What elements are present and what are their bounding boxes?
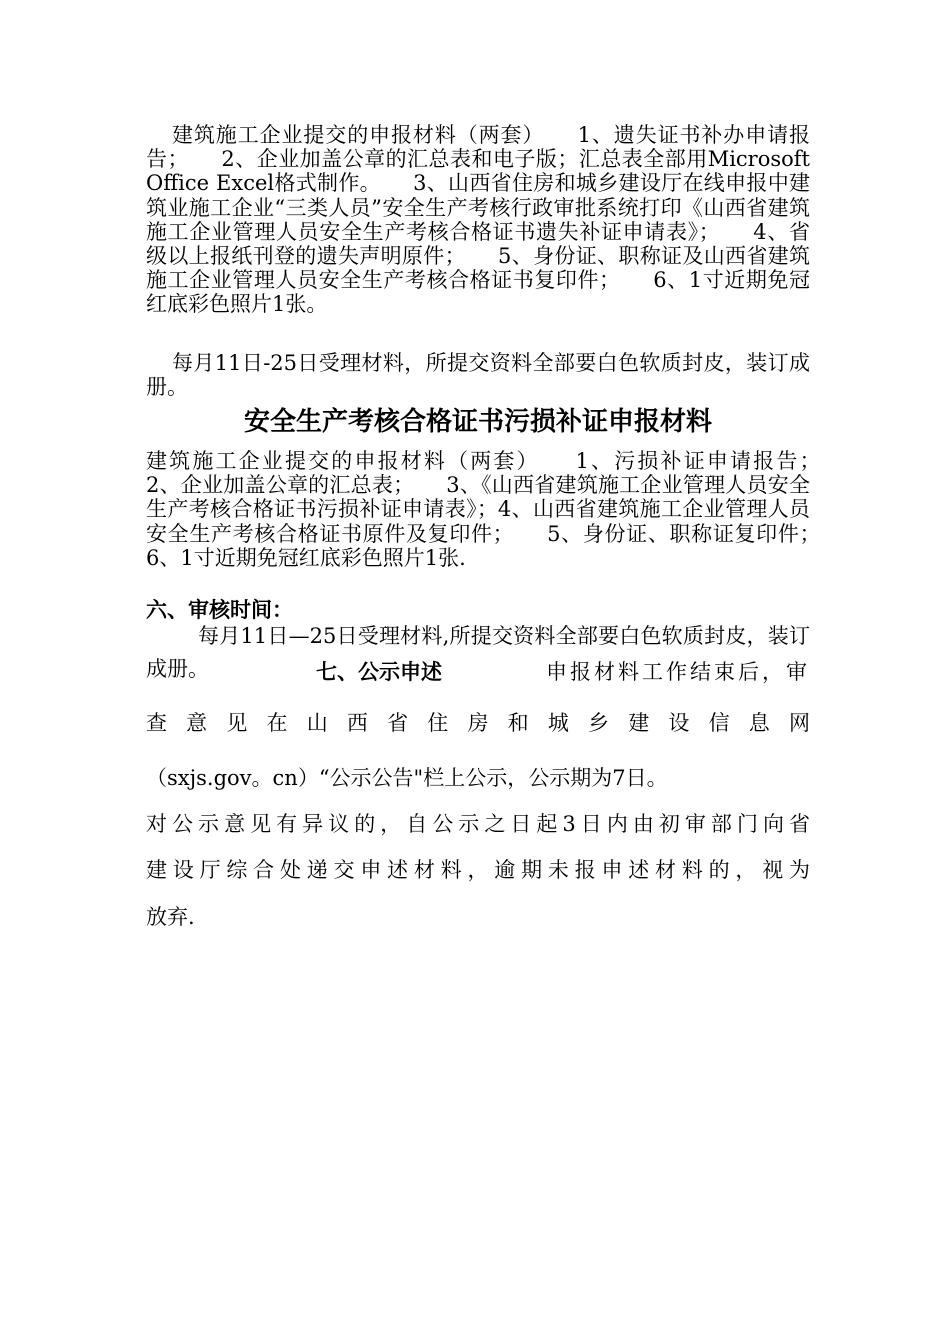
review-time-paragraph: 每月11日—25日受理材料,所提交资料全部要白色软质封皮，装订成册。 <box>146 624 810 681</box>
lost-certificate-schedule-paragraph: 每月11日-25日受理材料，所提交资料全部要白色软质封皮，装订成册。 <box>146 351 810 400</box>
damaged-certificate-section-title: 安全生产考核合格证书污损补证申报材料 <box>243 407 712 437</box>
publicity-line-3: （sxjs.gov。cn）“公示公告"栏上公示，公示期为7日。 <box>146 766 668 790</box>
lost-certificate-materials-paragraph: 建筑施工企业提交的申报材料（两套） 1、遗失证书补办申请报告； 2、企业加盖公章的汇总表和电子版；汇总表全部用Microsoft Office Excel格式制作。 3、山西省住房和城乡建设厅在线申报中建筑业施工企业“三类人员”安全生产考核行政审批系统打印《山西省建筑施工企业管理人员安全生产考核合格证书遗失补证申请表》； 4、省级以上报纸刊登的遗失声明原件； 5、身份证、职称证及山西省建筑施工企业管理人员安全生产考核合格证书复印件； 6、1寸近期免冠红底彩色照片1张。 <box>146 123 810 317</box>
publicity-line-6: 放弃. <box>146 905 195 929</box>
publicity-line-2: 查意见在山西省住房和城乡建设信息网 <box>146 711 810 735</box>
publicity-first-line <box>146 650 810 695</box>
publicity-line-5: 建设厅综合处递交申述材料，逾期未报申述材料的，视为 <box>146 858 810 882</box>
publicity-line-1: 申报材料工作结束后，审 <box>546 660 810 684</box>
review-time-heading: 六、审核时间： <box>146 598 293 622</box>
damaged-certificate-materials-paragraph: 建筑施工企业提交的申报材料（两套） 1、污损补证申请报告； 2、企业加盖公章的汇总表； 3、《山西省建筑施工企业管理人员安全生产考核合格证书污损补证申请表》；4、山西省建筑施工企业管理人员安全生产考核合格证书原件及复印件； 5、身份证、职称证复印件； 6、1寸近期免冠红底彩色照片1张. <box>146 449 852 570</box>
publicity-line-4: 对公示意见有异议的，自公示之日起3日内由初审部门向省 <box>146 812 810 836</box>
publicity-heading: 七、公示申述 <box>316 660 442 684</box>
